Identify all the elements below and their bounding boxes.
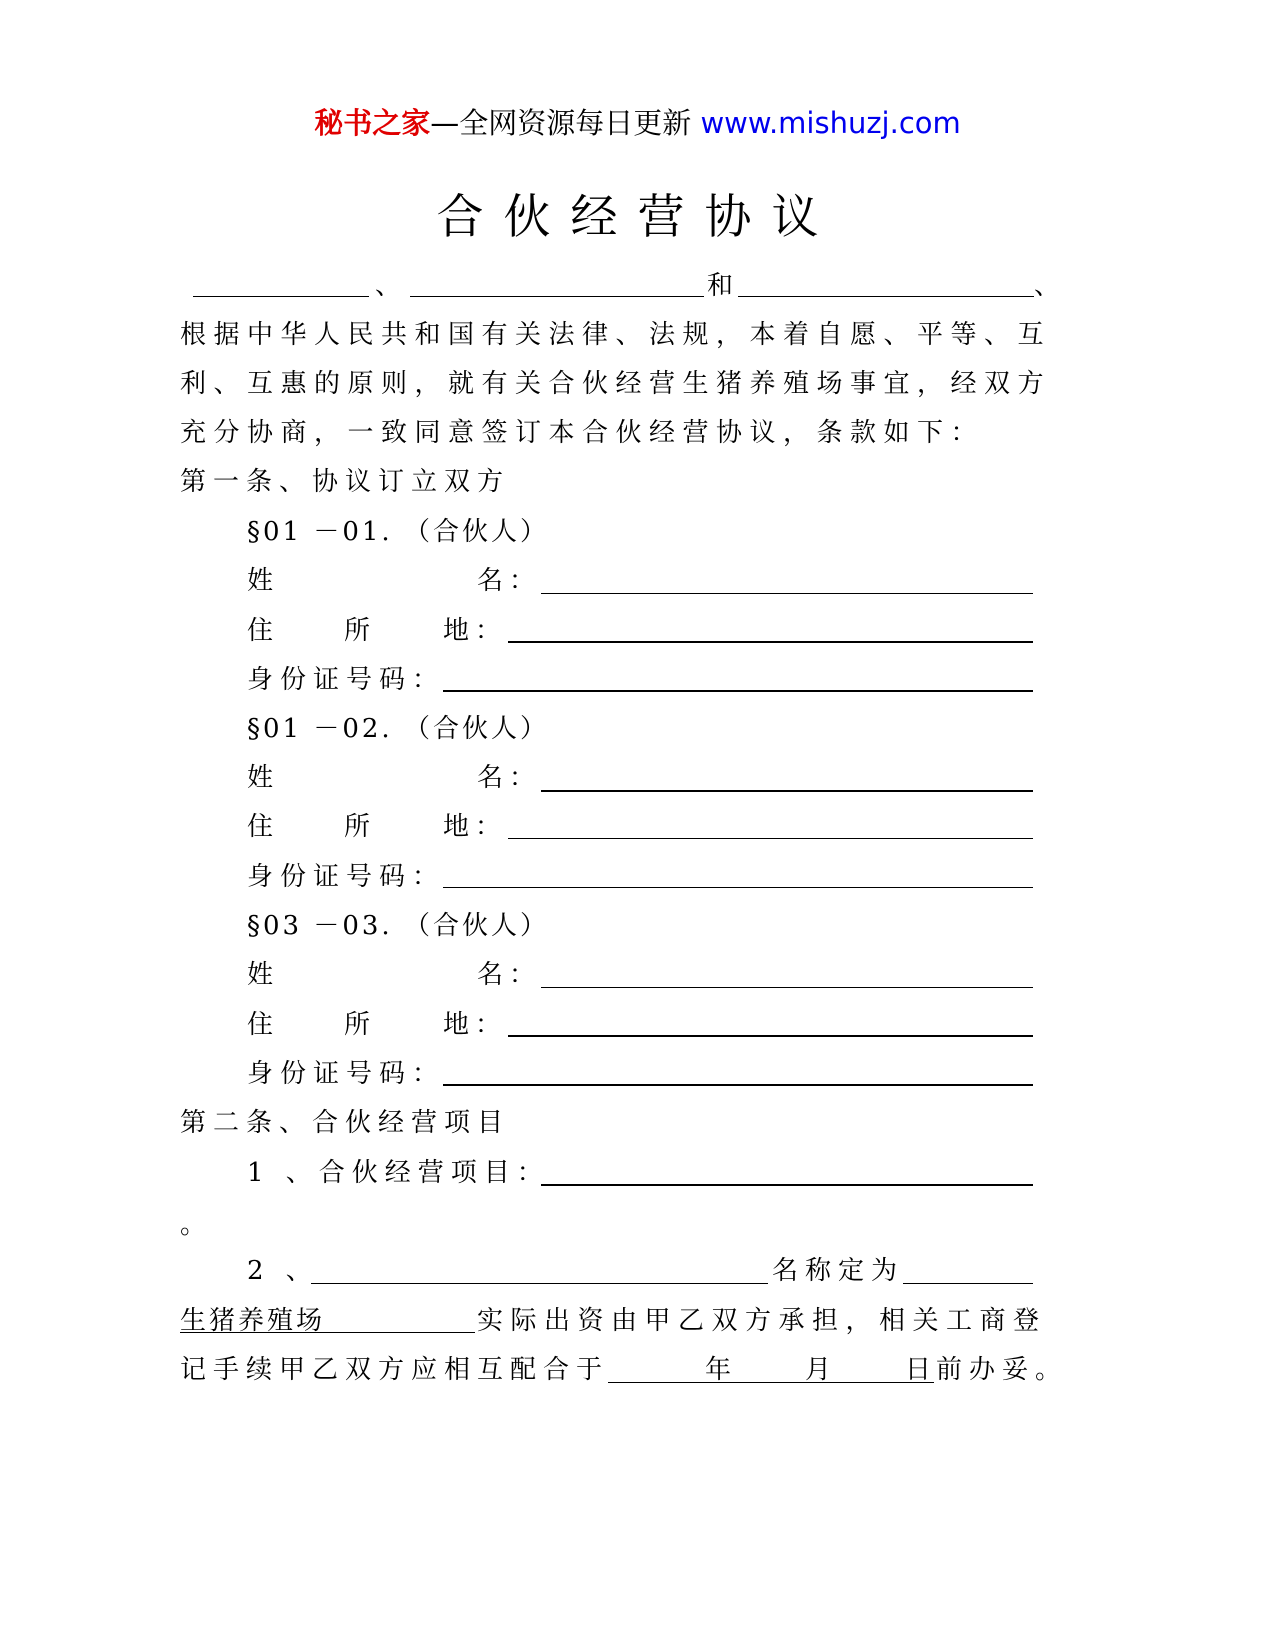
address-label: 住 [247,616,274,646]
contribution-text: 实际出资由甲乙双方承担，相关工商登 [477,1306,1047,1336]
partner-3-id-row [0,1054,1275,1094]
partner-2-heading: §01 －02. （合伙人） [247,714,549,744]
address-label: 住 [247,1010,274,1040]
site-url-link[interactable]: www.mishuzj.com [700,106,961,140]
before-done-text: 前办妥。 [936,1355,1069,1385]
partner-1-heading: §01 －01. （合伙人） [247,517,549,547]
document-title: 合伙经营协议 [436,190,839,245]
partner-2-name-row [0,758,1275,798]
address-label: 地： [443,616,508,646]
address-label: 所 [344,1010,371,1040]
intro-line-3: 充分协商，一致同意签订本合伙经营协议，条款如下： [180,418,985,448]
named-as-label: 名称定为 [772,1256,905,1286]
partner-1-address-field[interactable] [508,641,1033,643]
partner-2-id-field[interactable] [443,887,1033,888]
separator: 、 [375,271,402,301]
intro-line-2: 利、互惠的原则，就有关合伙经营生猪养殖场事宜，经双方 [180,369,1052,399]
deadline-text: 记手续甲乙双方应相互配合于 [180,1355,610,1385]
partner-3-id-field[interactable] [443,1084,1033,1086]
partner-2-name-field[interactable] [541,790,1033,792]
partner-3-name-row [0,955,1275,995]
address-label: 住 [247,812,274,842]
party-c-blank[interactable] [738,296,1034,297]
name-field[interactable] [903,1283,1033,1284]
name-label: 姓 [247,763,274,793]
name-label: 名： [477,763,542,793]
item-2-row [0,1251,1275,1291]
item-2-label: 2 、 [247,1256,319,1286]
year-label: 年 [705,1355,732,1385]
site-brand: 秘书之家 [314,106,431,140]
partner-1-name-field[interactable] [541,593,1033,594]
deadline-row [0,1350,1275,1390]
party-b-blank[interactable] [410,296,704,297]
address-label: 地： [443,812,508,842]
address-label: 所 [344,616,371,646]
partner-1-id-field[interactable] [443,690,1033,692]
month-label: 月 [805,1355,832,1385]
farm-name-row [0,1301,1275,1341]
name-label: 名： [477,566,542,596]
item-1-label: 1 、合伙经营项目： [247,1158,550,1188]
site-header [0,103,1275,143]
partner-2-address-field[interactable] [508,838,1033,839]
date-field[interactable] [608,1382,934,1383]
id-label: 身份证号码： [247,862,446,892]
partner-2-id-row [0,857,1275,897]
id-label: 身份证号码： [247,1059,446,1089]
name-label: 姓 [247,960,274,990]
address-label: 地： [443,1010,508,1040]
period-mark: 。 [180,1210,212,1240]
partner-3-name-field[interactable] [541,987,1033,988]
day-label: 日 [905,1355,932,1385]
project-field[interactable] [541,1184,1033,1186]
farm-name: 生猪养殖场 [180,1306,326,1336]
partner-1-name-row [0,561,1275,601]
separator: 、 [1034,271,1061,301]
partner-3-heading: §03 －03. （合伙人） [247,911,549,941]
address-label: 所 [344,812,371,842]
site-tagline: —全网资源每日更新 [430,106,701,140]
project-name-field[interactable] [311,1283,768,1284]
article-1-heading: 第一条、协议订立双方 [180,467,511,497]
item-1-row [0,1153,1275,1193]
name-label: 姓 [247,566,274,596]
and-word: 和 [707,271,734,301]
farm-name-underline[interactable] [180,1332,475,1333]
name-label: 名： [477,960,542,990]
id-label: 身份证号码： [247,665,446,695]
partner-1-id-row [0,660,1275,700]
parties-line [0,266,1275,306]
partner-3-address-field[interactable] [508,1035,1033,1037]
article-2-heading: 第二条、合伙经营项目 [180,1108,511,1138]
partner-1-address-row [0,611,1275,651]
party-a-blank[interactable] [193,296,369,297]
partner-2-address-row [0,807,1275,847]
intro-line-1: 根据中华人民共和国有关法律、法规，本着自愿、平等、互 [180,320,1052,350]
partner-3-address-row [0,1005,1275,1045]
